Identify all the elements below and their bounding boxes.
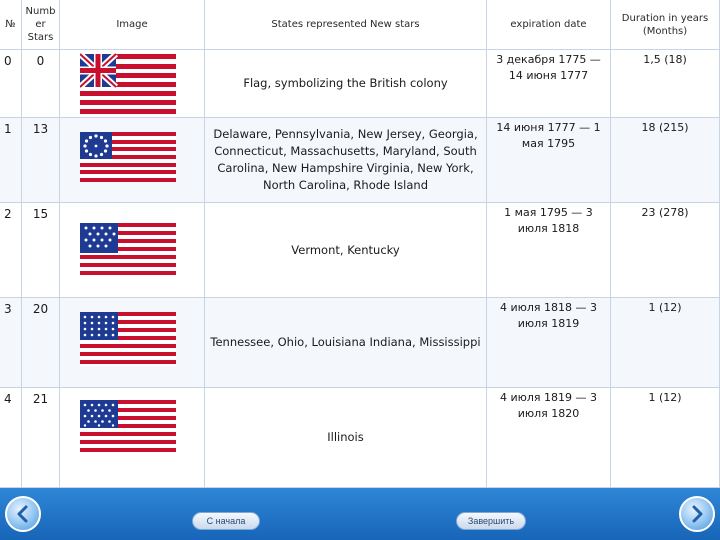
next-button[interactable] bbox=[679, 496, 715, 532]
row-states: Delaware, Pennsylvania, New Jersey, Georgia, Connecticut, Massachusetts, Maryland, South Carolina, New Hampshire Virginia, New York, North Carolina, Rhode Island bbox=[205, 118, 487, 203]
footer-bar bbox=[0, 488, 720, 540]
header-image: Image bbox=[60, 0, 205, 50]
row-image bbox=[60, 298, 205, 388]
header-states: States represented New stars bbox=[205, 0, 487, 50]
row-states: Tennessee, Ohio, Louisiana Indiana, Mississippi bbox=[205, 298, 487, 388]
row-expiration: 14 июня 1777 — 1 мая 1795 bbox=[487, 118, 611, 203]
header-num: № bbox=[0, 0, 22, 50]
row-image bbox=[60, 50, 205, 118]
star-grid-flag-icon bbox=[80, 400, 176, 488]
row-duration: 1,5 (18) bbox=[611, 50, 720, 118]
header-expiration: expiration date bbox=[487, 0, 611, 50]
row-stars: 20 bbox=[22, 298, 60, 388]
chevron-right-icon bbox=[687, 504, 707, 524]
chevron-left-icon bbox=[13, 504, 33, 524]
row-expiration: 4 июля 1818 — 3 июля 1819 bbox=[487, 298, 611, 388]
row-image bbox=[60, 118, 205, 203]
prev-button[interactable] bbox=[5, 496, 41, 532]
union-jack-flag-icon bbox=[80, 50, 176, 118]
row-num: 0 bbox=[0, 50, 22, 118]
row-stars: 15 bbox=[22, 203, 60, 298]
row-duration: 23 (278) bbox=[611, 203, 720, 298]
row-expiration: 3 декабря 1775 — 14 июня 1777 bbox=[487, 50, 611, 118]
row-image bbox=[60, 203, 205, 298]
row-num: 1 bbox=[0, 118, 22, 203]
star-circle-flag-icon bbox=[80, 132, 176, 203]
row-stars: 13 bbox=[22, 118, 60, 203]
row-stars: 0 bbox=[22, 50, 60, 118]
header-stars: Numb er Stars bbox=[22, 0, 60, 50]
row-stars: 21 bbox=[22, 388, 60, 488]
star-grid-flag-icon bbox=[80, 312, 176, 388]
row-num: 3 bbox=[0, 298, 22, 388]
start-over-button[interactable]: С начала bbox=[192, 512, 260, 530]
row-num: 2 bbox=[0, 203, 22, 298]
row-states: Flag, symbolizing the British colony bbox=[205, 50, 487, 118]
header-duration: Duration in years (Months) bbox=[611, 0, 720, 50]
row-duration: 1 (12) bbox=[611, 388, 720, 488]
row-states: Illinois bbox=[205, 388, 487, 488]
row-duration: 18 (215) bbox=[611, 118, 720, 203]
row-states: Vermont, Kentucky bbox=[205, 203, 487, 298]
row-image bbox=[60, 388, 205, 488]
finish-button[interactable]: Завершить bbox=[456, 512, 526, 530]
row-duration: 1 (12) bbox=[611, 298, 720, 388]
row-num: 4 bbox=[0, 388, 22, 488]
row-expiration: 4 июля 1819 — 3 июля 1820 bbox=[487, 388, 611, 488]
row-expiration: 1 мая 1795 — 3 июля 1818 bbox=[487, 203, 611, 298]
star-grid-flag-icon bbox=[80, 223, 176, 298]
